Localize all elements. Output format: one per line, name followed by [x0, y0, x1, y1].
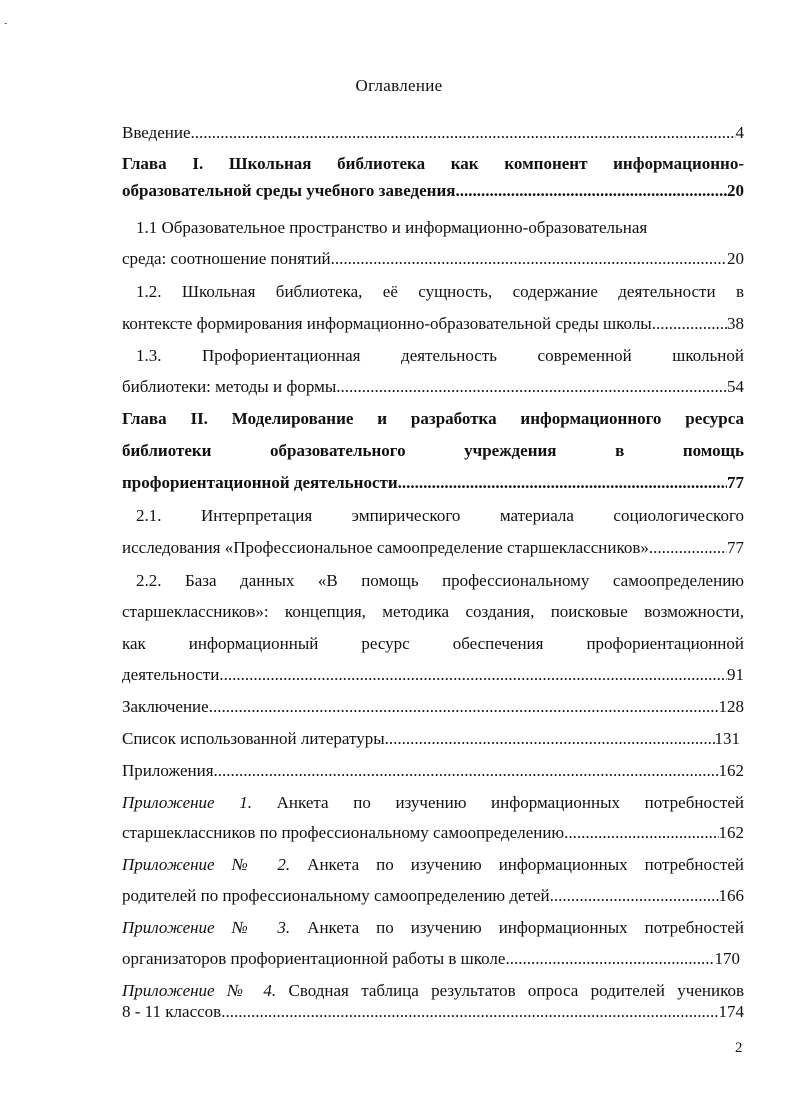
toc-page: 131	[714, 729, 740, 748]
appendix-prefix: Приложение 1.	[122, 793, 252, 812]
toc-section-1-2-line1[interactable]: 1.2. Школьная библиотека, её сущность, содержание деятельности в	[136, 282, 744, 301]
page-number: 2	[735, 1040, 743, 1056]
toc-page: 128	[718, 697, 744, 716]
toc-entry-section-2-1[interactable]	[122, 535, 744, 561]
toc-page: 77	[727, 538, 744, 557]
toc-page: 54	[727, 377, 744, 396]
toc-page: 20	[727, 181, 744, 200]
toc-page: 162	[718, 823, 744, 842]
toc-page: 4	[735, 123, 744, 142]
toc-entry-section-1-2[interactable]	[122, 311, 744, 337]
appendix-prefix: Приложение № 4.	[122, 981, 277, 1000]
toc-entry-chapter-1[interactable]	[122, 178, 744, 204]
toc-entry-appendix-4[interactable]	[122, 999, 744, 1025]
toc-page: 166	[718, 886, 744, 905]
toc-label: среда: соотношение понятий	[122, 249, 331, 268]
toc-label: библиотеки: методы и формы	[122, 377, 337, 396]
toc-section-1-3-line1[interactable]: 1.3. Профориентационная деятельность современной школьной	[136, 346, 744, 365]
toc-label: организаторов профориентационной работы в школе	[122, 949, 506, 968]
toc-label: 8 - 11 классов	[122, 1002, 222, 1021]
toc-section-2-2-line3[interactable]: как информационный ресурс обеспечения профориентационной	[122, 634, 744, 653]
appendix-title: Анкета по изучению информационных потребностей	[307, 855, 744, 874]
page-title: Оглавление	[355, 76, 443, 95]
toc-label: родителей по профессиональному самоопределению детей	[122, 886, 550, 905]
toc-entry-chapter-2[interactable]	[122, 470, 744, 496]
appendix-title: Анкета по изучению информационных потребностей	[307, 918, 744, 937]
toc-label: Приложения	[122, 761, 214, 780]
toc-entry-intro[interactable]	[122, 120, 744, 146]
toc-label: старшеклассников по профессиональному самоопределению	[122, 823, 565, 842]
toc-entry-conclusion[interactable]	[122, 694, 744, 720]
toc-entry-appendix-2[interactable]	[122, 883, 744, 909]
toc-page: 20	[727, 249, 744, 268]
toc-section-2-1-line1[interactable]: 2.1. Интерпретация эмпирического материала социологического	[136, 506, 744, 525]
toc-chapter-2-line2[interactable]: библиотеки образовательного учреждения в помощь	[122, 441, 744, 460]
toc-label: образовательной среды учебного заведения	[122, 181, 456, 200]
toc-entry-section-2-2[interactable]	[122, 662, 744, 688]
toc-chapter-2-line1[interactable]: Глава II. Моделирование и разработка информационного ресурса	[122, 409, 744, 428]
toc-label: контексте формирования информационно-образовательной среды школы	[122, 314, 652, 333]
toc-page: 174	[718, 1002, 744, 1021]
appendix-title: Сводная таблица результатов опроса родителей учеников	[288, 981, 744, 1000]
toc-page: 91	[727, 665, 744, 684]
toc-label: Заключение	[122, 697, 209, 716]
toc-appendix-1-line1[interactable]	[122, 790, 744, 816]
appendix-title: Анкета по изучению информационных потребностей	[276, 793, 744, 812]
toc-label: деятельности	[122, 665, 220, 684]
toc-section-2-2-line2[interactable]: старшеклассников»: концепция, методика создания, поисковые возможности,	[122, 602, 744, 621]
toc-page: 77	[727, 473, 744, 492]
toc-appendix-2-line1[interactable]	[122, 852, 744, 878]
toc-label: исследования «Профессиональное самоопределение старшеклассников»	[122, 538, 649, 557]
toc-label: Список использованной литературы	[122, 729, 385, 748]
toc-section-1-1-line1[interactable]: 1.1 Образовательное пространство и информационно-образовательная	[136, 218, 648, 237]
toc-label: Введение	[122, 123, 191, 142]
toc-entry-section-1-1[interactable]	[122, 246, 744, 272]
scan-mark: -	[4, 18, 8, 29]
toc-chapter-1-line1[interactable]: Глава I. Школьная библиотека как компонент информационно-	[122, 154, 744, 173]
toc-page: 162	[718, 761, 744, 780]
toc-page: 38	[727, 314, 744, 333]
appendix-prefix: Приложение № 3.	[122, 918, 291, 937]
toc-entry-section-1-3[interactable]	[122, 374, 744, 400]
toc-entry-appendix-3[interactable]	[122, 946, 740, 972]
toc-section-2-2-line1[interactable]: 2.2. База данных «В помощь профессиональному самоопределению	[136, 571, 744, 590]
toc-entry-references[interactable]	[122, 726, 740, 752]
toc-label: профориентационной деятельности	[122, 473, 398, 492]
appendix-prefix: Приложение № 2.	[122, 855, 291, 874]
toc-appendix-3-line1[interactable]	[122, 915, 744, 941]
toc-page: 170	[714, 949, 740, 968]
toc-entry-appendix-1[interactable]	[122, 820, 744, 846]
toc-entry-appendices[interactable]	[122, 758, 744, 784]
